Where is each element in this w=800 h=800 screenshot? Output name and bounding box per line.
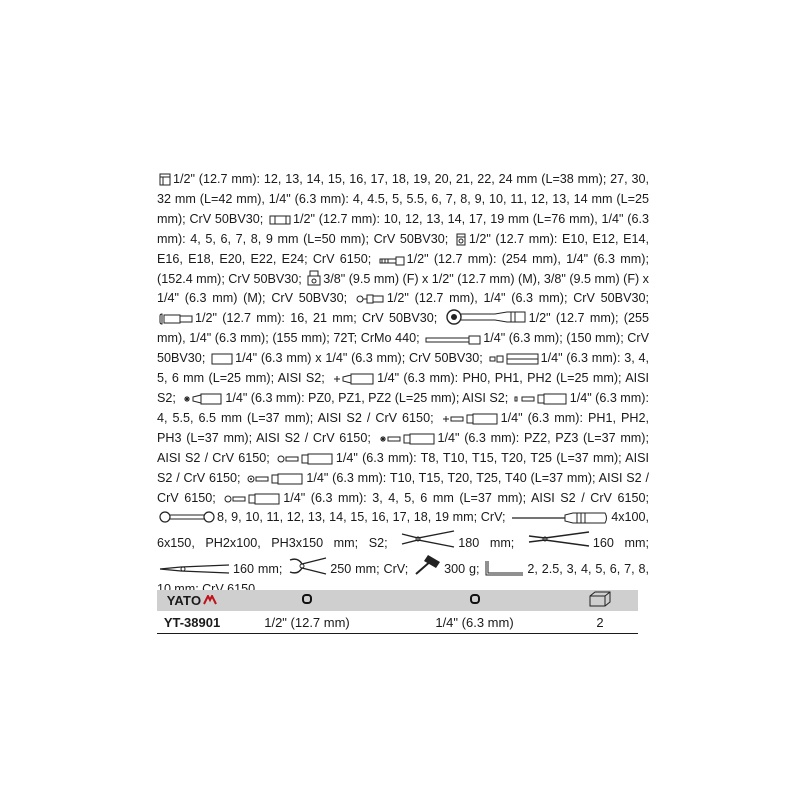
deep-socket-icon — [269, 214, 291, 226]
product-table — [157, 590, 638, 634]
short-socket-icon — [159, 172, 171, 186]
case-box-icon — [589, 591, 611, 607]
model-number: YT-38901 — [157, 611, 227, 634]
spec-item-22: 180 mm; — [458, 536, 515, 551]
table-header-row — [157, 590, 638, 611]
drive-quarter-header — [387, 590, 562, 611]
case-count-header — [562, 590, 638, 611]
pozidriv-bit-long-icon — [378, 433, 436, 445]
spec-item-5: 3/8" (9.5 mm) (F) x 1/2" (12.7 mm) (M), 3/8" (9.5 mm) (F) x 1/4" (6.3 mm) (M); CrV 50BV30; — [157, 271, 649, 306]
spec-item-20: 8, 9, 10, 11, 12, 13, 14, 15, 16, 17, 18, 19 mm; CrV; — [217, 510, 506, 525]
spec-item-14: 1/4" (6.3 mm): 4, 5.5, 6.5 mm (L=37 mm); AISI S2 / CrV 6150; — [157, 390, 649, 425]
water-pump-pliers-icon — [288, 556, 328, 576]
spec-item-2: 1/2" (12.7 mm): 10, 12, 13, 14, 17, 19 mm (L=76 mm), 1/4" (6.3 mm): 4, 5, 6, 7, 8, 9 mm (L=50 mm); CrV 50BV30; — [157, 211, 649, 246]
screwdriver-icon — [511, 512, 609, 524]
pozidriv-bit-icon — [181, 393, 223, 405]
spec-item-25: 250 mm; CrV; — [330, 562, 409, 577]
phillips-bit-long-icon — [441, 413, 499, 425]
universal-joint-icon — [355, 293, 385, 305]
extension-long-icon — [425, 335, 481, 345]
hex-bit-long-icon — [223, 493, 281, 505]
spec-item-4: 1/2" (12.7 mm): (254 mm), 1/4" (6.3 mm); (152.4 mm); CrV 50BV30; — [157, 251, 649, 286]
spec-item-8: 1/2" (12.7 mm); (255 mm), 1/4" (6.3 mm); (155 mm); 72T; CrMo 440; — [157, 311, 649, 346]
hammer-icon — [414, 554, 442, 576]
case-count-value: 2 — [562, 611, 638, 634]
spec-item-7: 1/2" (12.7 mm): 16, 21 mm; CrV 50BV30; — [195, 311, 438, 326]
spec-item-27: 2, 2.5, 3, 4, 5, 6, 7, 8, — [527, 562, 649, 577]
brand-logo: YATO — [166, 593, 202, 608]
ratchet-icon — [445, 309, 527, 325]
adapter-icon — [307, 270, 321, 286]
spec-item-16: 1/4" (6.3 mm): PZ2, PZ3 (L=37 mm); AISI S2 / CrV 6150; — [157, 430, 649, 465]
brand-mark-icon — [203, 593, 217, 608]
spec-item-6: 1/2" (12.7 mm), 1/4" (6.3 mm); CrV 50BV30; — [386, 291, 649, 306]
drive-half-header — [227, 590, 387, 611]
long-nose-pliers-icon — [159, 562, 231, 576]
flat-bit-long-icon — [514, 393, 568, 405]
spec-item-3: 1/2" (12.7 mm): E10, E12, E14, E16, E18, E20, E22, E24; CrV 6150; — [157, 231, 649, 266]
socket-drive-icon — [469, 593, 481, 605]
combination-wrench-icon — [159, 510, 215, 524]
phillips-bit-icon — [331, 373, 375, 385]
spark-plug-socket-icon — [159, 313, 193, 325]
spec-item-11: 1/4" (6.3 mm): 3, 4, 5, 6 mm (L=25 mm); AISI S2; — [157, 351, 649, 386]
square-adapter-icon — [211, 353, 233, 365]
spec-item-12: 1/4" (6.3 mm): PH0, PH1, PH2 (L=25 mm); AISI S2; — [157, 371, 649, 405]
spec-item-23: 160 mm; — [592, 536, 649, 551]
spec-item-26: 300 g; — [444, 562, 480, 577]
spec-item-18: 1/4" (6.3 mm): T10, T15, T20, T25, T40 (L=37 mm); AISI S2 / CrV 6150; — [157, 470, 649, 505]
specification-text — [157, 170, 649, 600]
brand-cell — [157, 590, 227, 611]
hex-bit-icon — [489, 353, 539, 365]
spec-item-17: 1/4" (6.3 mm): T8, T10, T15, T20, T25 (L=37 mm); AISI S2 / CrV 6150; — [157, 450, 649, 485]
torx-bit-long-icon — [276, 453, 334, 465]
drive-half-value: 1/2" (12.7 mm) — [227, 611, 387, 634]
socket-drive-icon — [301, 593, 313, 605]
spec-item-15: 1/4" (6.3 mm): PH1, PH2, PH3 (L=37 mm); AISI S2 / CrV 6150; — [157, 410, 649, 445]
extension-bar-icon — [379, 256, 405, 266]
spec-item-1: 1/2" (12.7 mm): 12, 13, 14, 15, 16, 17, 18, 19, 20, 21, 22, 24 mm (L=38 mm); 27, 30, 32 mm (L=42 mm), 1/4" (6.3 mm): 4, 4.5, 5, 5.5, 6, 7, 8, 9, 10, 11, 12, 13, 14 mm (L=25 mm); CrV 50BV30; — [157, 172, 649, 226]
torx-tamper-bit-icon — [246, 473, 304, 485]
spec-item-21: 4x100, 6x150, PH2x100, PH3x150 mm; S2; — [157, 510, 649, 551]
drive-quarter-value: 1/4" (6.3 mm) — [387, 611, 562, 634]
table-row — [157, 611, 638, 634]
pliers-icon — [400, 528, 456, 550]
spec-item-19: 1/4" (6.3 mm): 3, 4, 5, 6 mm (L=37 mm); AISI S2 / CrV 6150; — [283, 490, 649, 505]
hex-key-icon — [485, 560, 525, 576]
spec-item-24: 160 mm; — [233, 562, 283, 577]
side-cutter-icon — [527, 528, 591, 550]
spec-item-13: 1/4" (6.3 mm): PZ0, PZ1, PZ2 (L=25 mm); AISI S2; — [225, 390, 509, 405]
spec-item-10: 1/4" (6.3 mm) x 1/4" (6.3 mm); CrV 50BV30; — [235, 351, 483, 366]
torx-socket-icon — [455, 233, 467, 246]
spec-item-9: 1/4" (6.3 mm); (150 mm); CrV 50BV30; — [157, 331, 649, 366]
